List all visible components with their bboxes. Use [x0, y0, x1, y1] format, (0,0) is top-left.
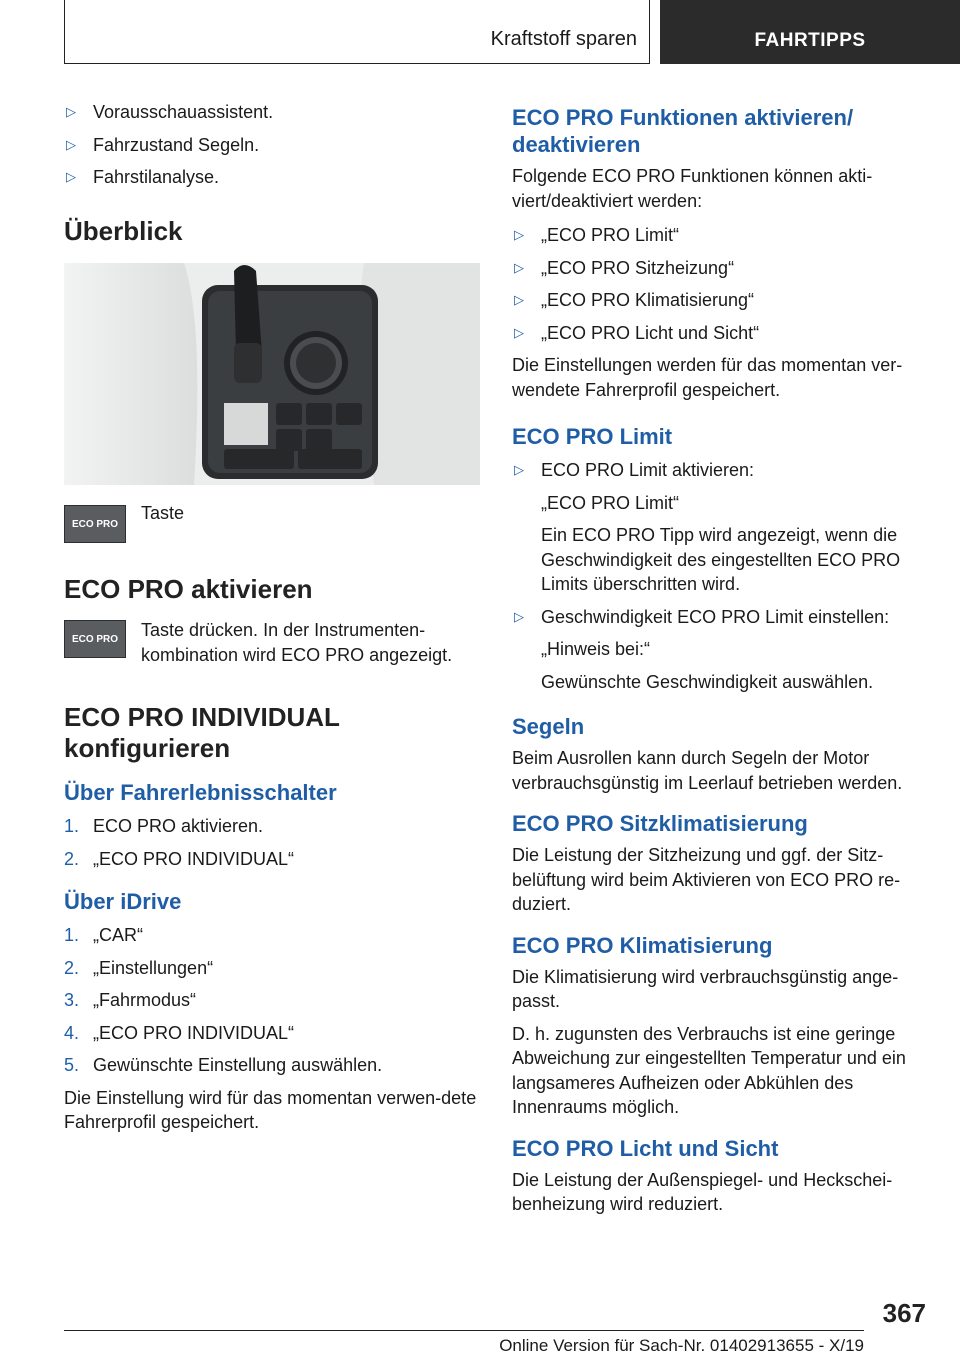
list-item: 1. „CAR“	[64, 925, 143, 945]
page-header	[64, 0, 960, 66]
via-switch-heading: Über Fahrerlebnisschalter	[64, 780, 337, 805]
limit-sub-text: Gewünschte Geschwindigkeit auswählen.	[541, 671, 874, 692]
triangle-bullet-icon: ▷	[66, 104, 76, 119]
list-item: 5. Gewünschte Einstellung auswählen.	[64, 1055, 383, 1075]
list-item: 4. „ECO PRO INDIVIDUAL“	[64, 1022, 295, 1043]
seat-heading: ECO PRO Sitzklimatisierung	[512, 811, 808, 836]
eco-pro-button-row-2	[64, 620, 126, 658]
list-item: ▷ „ECO PRO Limit“	[512, 223, 930, 248]
triangle-bullet-icon: ▷	[514, 324, 524, 340]
climate-detail: D. h. zugunsten des Verbrauchs ist eine geringe Abweichung zur eingestellten Temperatur und ein langsameres Aufheizen oder Abkühlen des Innenraums möglich.	[512, 1023, 906, 1117]
list-item: 1. ECO PRO aktivieren.	[64, 816, 264, 836]
triangle-bullet-icon: ▷	[514, 608, 524, 624]
eco-pro-button-image: ECO PRO	[64, 505, 126, 543]
individual-heading: ECO PRO INDIVIDUAL konfigurieren	[64, 702, 340, 763]
triangle-bullet-icon: ▷	[66, 169, 76, 184]
list-item: ▷ Fahrstilanalyse.	[64, 165, 480, 190]
list-item: ▷ Vorausschauassistent.	[64, 100, 480, 125]
list-item: 3. „Fahrmodus“	[64, 990, 197, 1010]
idrive-note: Die Einstellung wird für das momentan verwen-dete Fahrerprofil gespeichert.	[64, 1087, 477, 1132]
light-heading: ECO PRO Licht und Sicht	[512, 1135, 779, 1161]
page-number: 367	[882, 1298, 926, 1328]
limit-heading: ECO PRO Limit	[512, 424, 673, 449]
sail-text: Beim Ausrollen kann durch Segeln der Motor verbrauchsgünstig im Leerlauf betrieben werden.	[512, 748, 903, 793]
list-item: ▷ „ECO PRO Sitzheizung“	[512, 256, 930, 281]
climate-heading: ECO PRO Klimatisierung	[512, 932, 773, 958]
individual-section	[64, 702, 480, 1135]
list-item: 2. „Einstellungen“	[64, 957, 214, 978]
triangle-bullet-icon: ▷	[514, 259, 524, 275]
limit-sub-text: Ein ECO PRO Tipp wird angezeigt, wenn die Geschwindigkeit des eingestellten ECO PRO Limits überschritten wird.	[541, 525, 901, 594]
activate-heading: ECO PRO aktivieren	[64, 574, 313, 604]
right-column	[512, 104, 930, 1217]
light-text: Die Leistung der Außenspiegel- und Heckschei-benheizung wird reduziert.	[512, 1169, 893, 1214]
eco-pro-button-image: ECO PRO	[64, 620, 126, 658]
list-item: ▷ Geschwindigkeit ECO PRO Limit einstellen:	[512, 605, 930, 630]
functions-heading: ECO PRO Funktionen aktivieren/ deaktivieren	[512, 105, 854, 157]
via-idrive-heading: Über iDrive	[64, 889, 182, 914]
list-item: ▷ ECO PRO Limit aktivieren:	[512, 458, 930, 483]
list-item: ▷ „ECO PRO Licht und Sicht“	[512, 321, 930, 346]
triangle-bullet-icon: ▷	[66, 136, 76, 152]
button-caption: Taste	[141, 503, 185, 523]
chapter-tab	[660, 0, 960, 64]
eco-pro-button-row	[64, 505, 126, 543]
section-tab	[64, 0, 650, 64]
sail-heading: Segeln	[512, 714, 585, 739]
footer-divider	[64, 1330, 864, 1331]
seat-text: Die Leistung der Sitzheizung und ggf. der Sitz-belüftung wird beim Aktivieren von ECO PRO re-duziert.	[512, 845, 901, 914]
chapter-title: FAHRTIPPS	[754, 30, 866, 51]
list-item: ▷ „ECO PRO Klimatisierung“	[512, 288, 930, 313]
overview-heading: Überblick	[64, 215, 183, 246]
list-item: 2. „ECO PRO INDIVIDUAL“	[64, 848, 295, 869]
triangle-bullet-icon: ▷	[514, 462, 524, 477]
center-console-photo	[64, 263, 480, 485]
functions-intro: Folgende ECO PRO Funktionen können akti-viert/deaktiviert werden:	[512, 166, 873, 211]
triangle-bullet-icon: ▷	[514, 292, 524, 307]
climate-text: Die Klimatisierung wird verbrauchsgünstig ange-passt.	[512, 966, 899, 1011]
online-version-text: Online Version für Sach-Nr. 01402913655 - X/19	[499, 1336, 864, 1355]
triangle-bullet-icon: ▷	[514, 227, 524, 242]
list-item: ▷ Fahrzustand Segeln.	[64, 133, 480, 158]
left-column	[64, 100, 480, 247]
limit-sub-text: „ECO PRO Limit“	[541, 492, 680, 513]
center-console-illustration	[64, 263, 480, 485]
activate-text: Taste drücken. In der Instrumenten-kombination wird ECO PRO angezeigt.	[141, 620, 453, 665]
limit-sub-text: „Hinweis bei:“	[541, 639, 651, 659]
functions-note: Die Einstellungen werden für das momentan ver-wendete Fahrerprofil gespeichert.	[512, 355, 903, 400]
section-title: Kraftstoff sparen	[490, 28, 637, 50]
